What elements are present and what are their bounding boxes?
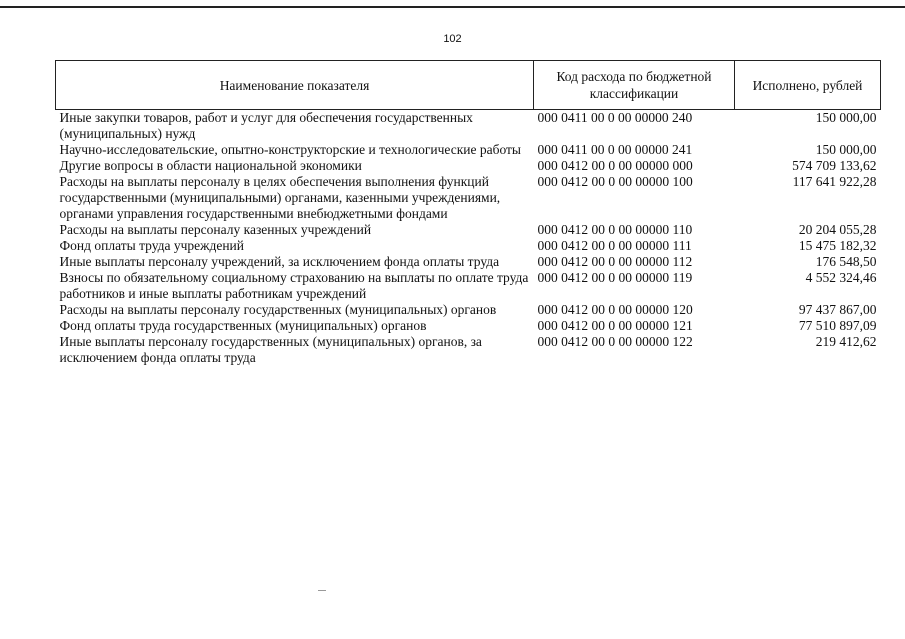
row-amount: 150 000,00 xyxy=(815,142,877,157)
row-amount: 77 510 897,09 xyxy=(798,318,877,333)
report-table xyxy=(55,60,881,366)
row-code: 000 0412 00 0 00 00000 100 xyxy=(537,174,693,189)
page-number xyxy=(0,33,905,45)
row-name: Расходы на выплаты персоналу казенных учреждений xyxy=(59,222,372,237)
row-code: 000 0412 00 0 00 00000 121 xyxy=(537,318,693,333)
table-row xyxy=(56,254,881,270)
row-name: Иные выплаты персоналу учреждений, за исключением фонда оплаты труда xyxy=(59,254,500,269)
header-name: Наименование показателя xyxy=(56,61,534,110)
row-code: 000 0412 00 0 00 00000 110 xyxy=(537,222,693,237)
row-amount: 15 475 182,32 xyxy=(798,238,877,253)
row-name: Научно-исследовательские, опытно-конструкторские и технологические работы xyxy=(59,142,521,157)
row-code: 000 0412 00 0 00 00000 122 xyxy=(537,334,693,349)
row-amount: 150 000,00 xyxy=(815,110,877,125)
table-row xyxy=(56,142,881,158)
row-amount: 219 412,62 xyxy=(815,334,877,349)
row-name: Фонд оплаты труда учреждений xyxy=(59,238,244,253)
row-name: Расходы на выплаты персоналу в целях обеспечения выполнения функций государственными (муниципальными) органами, казенными учреждениями, органами управления государственными внебюджетными фондами xyxy=(59,174,501,221)
table-row xyxy=(56,174,881,222)
table-row xyxy=(56,222,881,238)
header-code: Код расхода по бюджетной классификации xyxy=(534,61,735,110)
row-name: Иные выплаты персоналу государственных (муниципальных) органов, за исключением фонда оплаты труда xyxy=(59,334,482,365)
row-amount: 574 709 133,62 xyxy=(792,158,877,173)
row-amount: 4 552 324,46 xyxy=(805,270,877,285)
table-row xyxy=(56,110,881,143)
table-row xyxy=(56,334,881,366)
page-number-text: 102 xyxy=(443,33,462,45)
top-rule xyxy=(0,6,905,8)
table-row xyxy=(56,318,881,334)
row-code: 000 0411 00 0 00 00000 241 xyxy=(537,142,693,157)
row-code: 000 0412 00 0 00 00000 119 xyxy=(537,270,693,285)
row-name: Взносы по обязательному социальному страхованию на выплаты по оплате труда работников и иные выплаты работникам учреждений xyxy=(59,270,529,301)
table-row xyxy=(56,270,881,302)
row-name: Иные закупки товаров, работ и услуг для обеспечения государственных (муниципальных) нужд xyxy=(59,110,473,141)
row-amount: 117 641 922,28 xyxy=(792,174,877,189)
table-row xyxy=(56,158,881,174)
row-code: 000 0412 00 0 00 00000 111 xyxy=(537,238,692,253)
row-amount: 176 548,50 xyxy=(815,254,877,269)
row-amount: 20 204 055,28 xyxy=(798,222,877,237)
row-name: Расходы на выплаты персоналу государственных (муниципальных) органов xyxy=(59,302,497,317)
row-code: 000 0412 00 0 00 00000 120 xyxy=(537,302,693,317)
row-amount: 97 437 867,00 xyxy=(798,302,877,317)
header-amount: Исполнено, рублей xyxy=(735,61,881,110)
scan-mark xyxy=(318,590,326,591)
table-row xyxy=(56,238,881,254)
table-row xyxy=(56,302,881,318)
row-name: Фонд оплаты труда государственных (муниципальных) органов xyxy=(59,318,427,333)
row-code: 000 0412 00 0 00 00000 000 xyxy=(537,158,693,173)
row-code: 000 0411 00 0 00 00000 240 xyxy=(537,110,693,125)
table-header-row xyxy=(56,61,881,110)
row-code: 000 0412 00 0 00 00000 112 xyxy=(537,254,693,269)
row-name: Другие вопросы в области национальной экономики xyxy=(59,158,362,173)
